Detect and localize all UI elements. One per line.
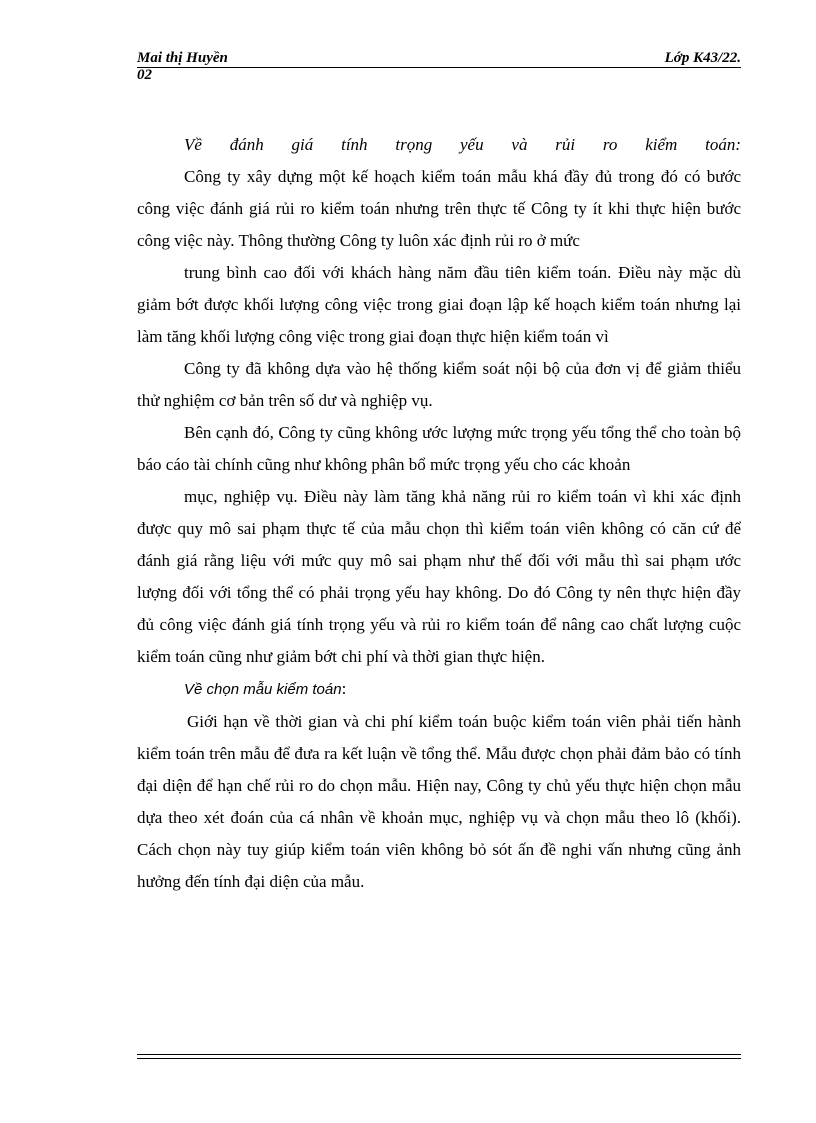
paragraph-5: mục, nghiệp vụ. Điều này làm tăng khả năng rủi ro kiểm toán vì khi xác định được quy mô sai phạm thực tế của mẫu chọn thì kiểm toán viên không có căn cứ để đánh giá rằng liệu với mức quy mô sai phạm như thế đối với mẫu thì sai phạm ước lượng đối với tổng thể có phải trọng yếu hay không. Do đó Công ty nên thực hiện đầy đủ công việc đánh giá tính trọng yếu và rủi ro kiểm toán để nâng cao chất lượng cuộc kiểm toán cũng như giảm bớt chi phí và thời gian thực hiện. <box>137 487 741 666</box>
sampling-heading-text: Về chọn mẫu kiểm toán <box>184 681 342 698</box>
document-body <box>137 129 741 898</box>
section-heading-sampling <box>137 673 741 706</box>
footer-rule-top <box>137 1054 741 1055</box>
header-rule <box>137 67 741 68</box>
paragraph-6: Giới hạn về thời gian và chi phí kiểm toán buộc kiểm toán viên phải tiến hành kiểm toán trên mẫu để đưa ra kết luận về tổng thể. Mẫu được chọn phải đảm bảo có tính đại diện để hạn chế rủi ro do chọn mẫu. Hiện nay, Công ty chủ yếu thực hiện chọn mẫu dựa theo xét đoán của cá nhân về khoản mục, nghiệp vụ và chọn mẫu theo lô (khối). Cách chọn này tuy giúp kiểm toán viên không bỏ sót ấn đề nghi vấn nhưng cũng ảnh hưởng đến tính đại diện của mẫu. <box>137 712 741 891</box>
section-heading-materiality: Về đánh giá tính trọng yếu và rủi ro kiểm toán: <box>184 135 741 154</box>
header-class: Lớp K43/22. <box>664 50 741 66</box>
paragraph-3: Công ty đã không dựa vào hệ thống kiểm soát nội bộ của đơn vị để giảm thiểu thử nghiệm cơ bản trên số dư và nghiệp vụ. <box>137 359 741 410</box>
paragraph-1: Công ty xây dựng một kế hoạch kiểm toán mẫu khá đầy đủ trong đó có bước công việc đánh giá rủi ro kiểm toán nhưng trên thực tế Công ty ít khi thực hiện bước công việc này. Thông thường Công ty luôn xác định rủi ro ở mức <box>137 167 741 250</box>
footer-rule-bottom <box>137 1058 741 1059</box>
header-class-suffix: 02 <box>137 67 152 83</box>
paragraph-4: Bên cạnh đó, Công ty cũng không ước lượng mức trọng yếu tổng thể cho toàn bộ báo cáo tài chính cũng như không phân bổ mức trọng yếu cho các khoản <box>137 423 741 474</box>
header-author: Mai thị Huyền <box>137 50 228 66</box>
paragraph-2: trung bình cao đối với khách hàng năm đầu tiên kiểm toán. Điều này mặc dù giảm bớt được khối lượng công việc trong giai đoạn lập kế hoạch kiểm toán nhưng lại làm tăng khối lượng công việc trong giai đoạn thực hiện kiểm toán vì <box>137 263 741 346</box>
sampling-heading-colon: : <box>341 679 347 698</box>
